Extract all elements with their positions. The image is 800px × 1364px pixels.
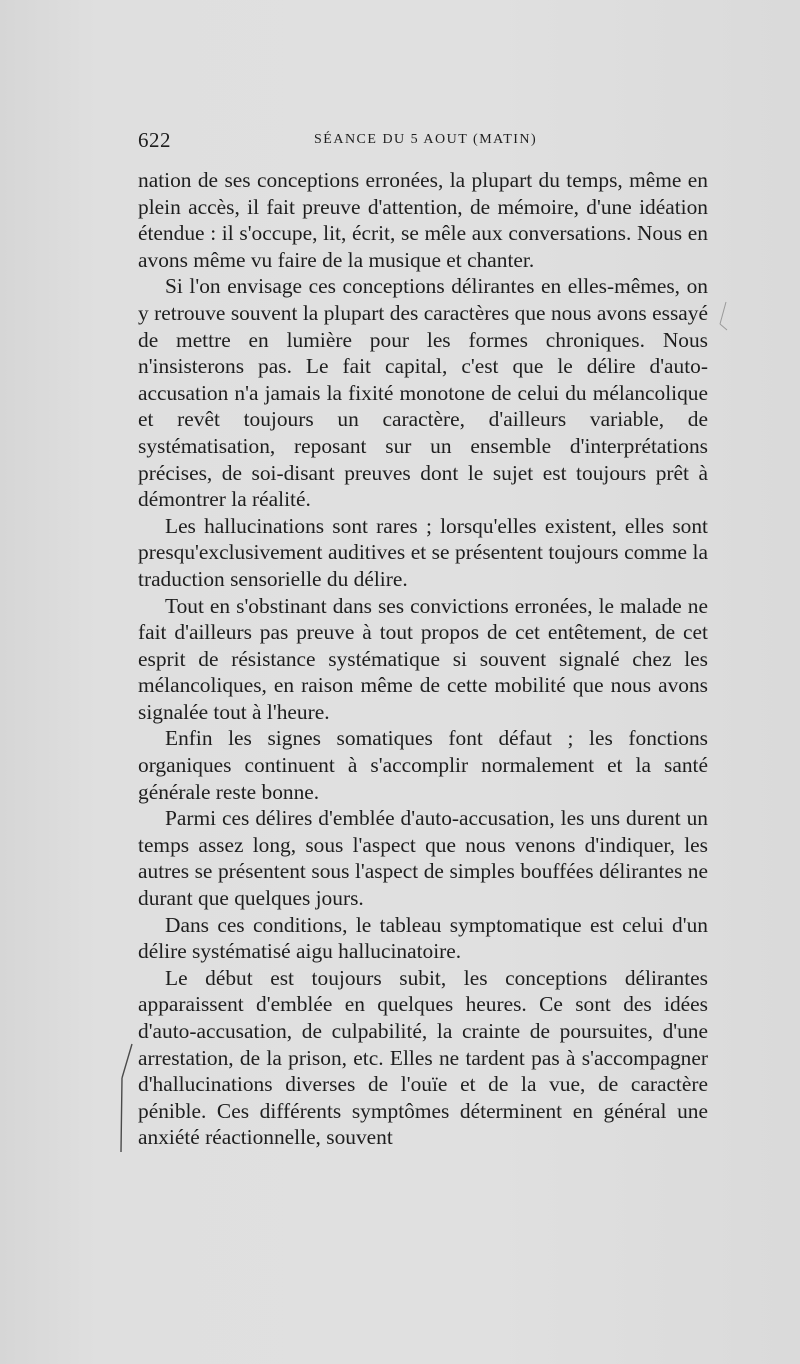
page-number: 622 [138, 128, 171, 152]
paragraph: Si l'on envisage ces conceptions délirantes en elles-mêmes, on y retrouve souvent la plupart des caractères que nous avons essayé de mettre en lumière pour les formes chroniques. Nous n'insisterons pas. Le fait capital, c'est que le délire d'auto-accusation n'a jamais la fixité monotone de celui du mélancolique et revêt toujours un caractère, d'ailleurs variable, de systématisation, reposant sur un ensemble d'interprétations précises, de soi-disant preuves dont le sujet est toujours prêt à démontrer la réalité. [138, 274, 708, 512]
page-header [138, 128, 718, 156]
paragraph: Dans ces conditions, le tableau symptomatique est celui d'un délire systématisé aigu hallucinatoire. [138, 912, 708, 964]
pencil-tick-mark [716, 300, 730, 332]
paragraph: Le début est toujours subit, les conceptions délirantes apparaissent d'emblée en quelques heures. Ce sont des idées d'auto-accusation, de culpabilité, la crainte de poursuites, d'une arrestation, de la prison, etc. Elles ne tardent pas à s'accompagner d'hallucinations diverses de l'ouïe et de la vue, de caractère pénible. Ces différents symptômes déterminent en général une anxiété réactionnelle, souvent [138, 965, 708, 1150]
paragraph: Parmi ces délires d'emblée d'auto-accusation, les uns durent un temps assez long, sous l'aspect que nous venons d'indiquer, les autres se présentent sous l'aspect de simples bouffées délirantes ne durant que quelques jours. [138, 806, 708, 911]
paragraph: Tout en s'obstinant dans ses convictions erronées, le malade ne fait d'ailleurs pas preuve à tout propos de cet entêtement, de cet esprit de résistance systématique si souvent signalé chez les mélancoliques, en raison même de cette mobilité que nous avons signalée tout à l'heure. [138, 593, 708, 724]
paragraph: Enfin les signes somatiques font défaut ; les fonctions organiques continuent à s'accomplir normalement et la santé générale reste bonne. [138, 726, 708, 804]
paragraph: nation de ses conceptions erronées, la plupart du temps, même en plein accès, il fait preuve d'attention, de mémoire, d'une idéation étendue : il s'occupe, lit, écrit, se mêle aux conversations. Nous en avons même vu faire de la musique et chanter. [138, 168, 708, 272]
pencil-margin-mark [118, 1040, 138, 1155]
paragraph: Les hallucinations sont rares ; lorsqu'elles existent, elles sont presqu'exclusivement auditives et se présentent toujours comme la traduction sensorielle du délire. [138, 513, 708, 591]
running-head: SÉANCE DU 5 AOUT (MATIN) [314, 132, 538, 147]
body-text [138, 167, 708, 1151]
